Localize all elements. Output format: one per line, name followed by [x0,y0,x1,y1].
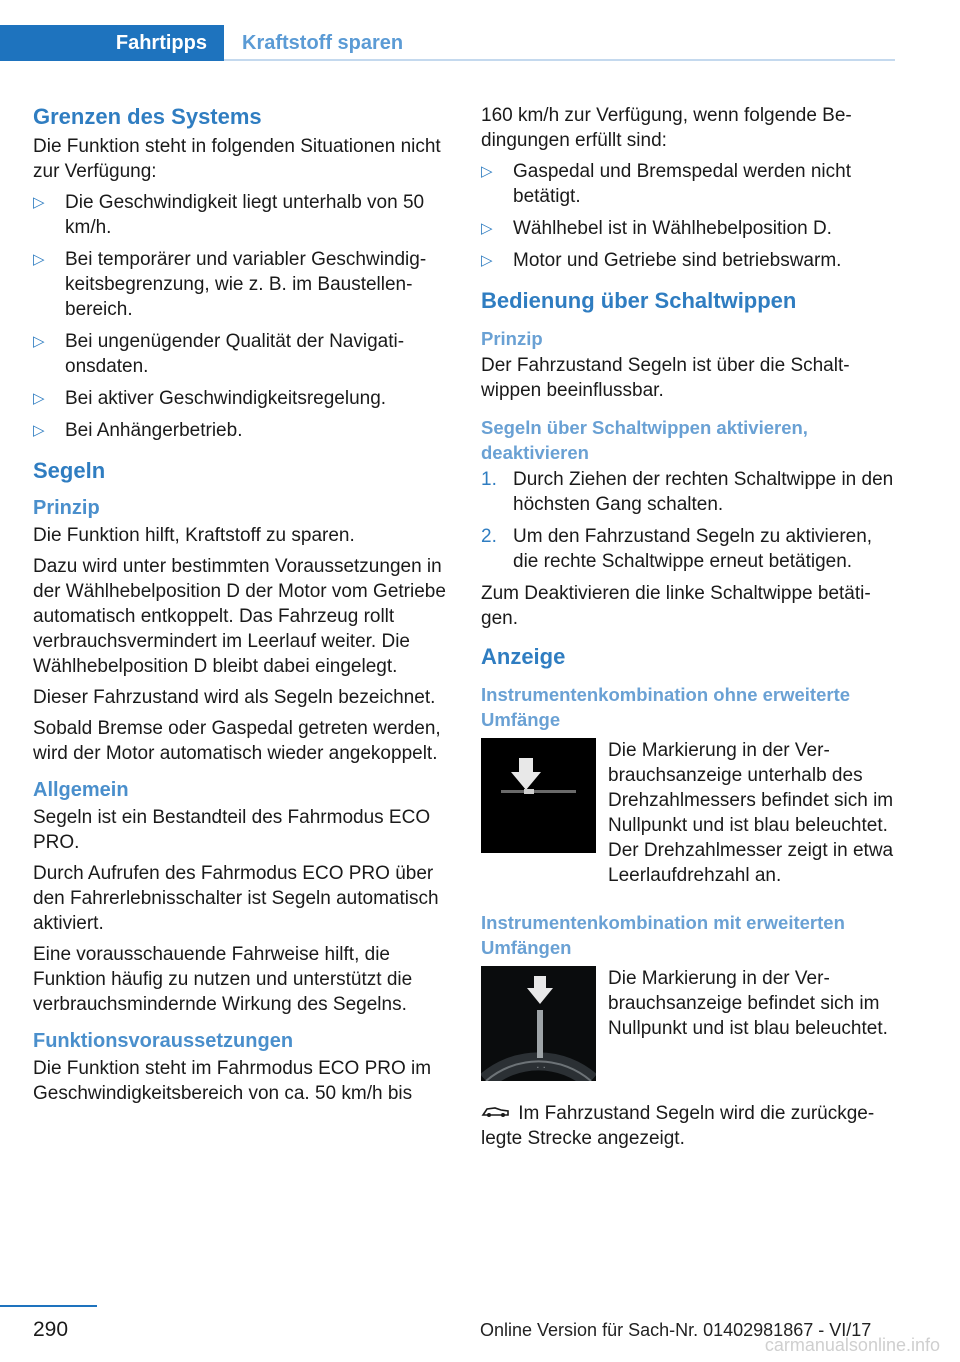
step-number: 1. [481,469,497,490]
list-item: ▷ Bei aktiver Geschwindigkeitsregelung. [33,388,387,409]
step-item: 2. Um den Fahrzustand Segeln zu aktivieren, die rechte Schaltwippe erneut betätigen. [481,526,873,572]
triangle-bullet-icon: ▷ [33,251,45,268]
para-allgemein-2: Durch Aufrufen des Fahrmodus ECO PRO über den Fahrerlebnisschalter ist Segeln automatisch aktiviert. [33,863,439,934]
heading-anzeige: Anzeige [481,644,566,669]
page-number: 290 [33,1318,69,1341]
step-item: 1. Durch Ziehen der rechten Schaltwippe in den höchsten Gang schalten. [481,469,894,515]
figure-mit [481,966,896,1081]
triangle-bullet-icon: ▷ [33,390,45,407]
extended-gauge-image [481,966,596,1081]
para-prinzip-2: Dazu wird unter bestimmten Voraussetzungen in der Wählhebelposition D der Motor vom Getriebe automatisch entkoppelt. Das Fahrzeug rollt verbrauchsvermindert im Leerlauf weiter. Die Wählhebelposition D bleibt dabei eingelegt. [33,556,446,677]
triangle-bullet-icon: ▷ [481,252,493,269]
heading-mit-erweiterten: Instrumentenkombination mit erweiterten Umfängen [481,912,845,958]
tab-fahrtipps[interactable]: Fahrtipps [0,25,224,61]
heading-grenzen: Grenzen des Systems [33,104,262,129]
page-header [0,25,895,61]
heading-bedienung: Bedienung über Schaltwippen [481,288,797,313]
right-column [481,103,896,1157]
heading-segeln: Segeln [33,458,106,483]
tab-kraftstoff-sparen[interactable]: Kraftstoff sparen [242,32,404,54]
left-column [33,103,451,1112]
list-item: ▷ Wählhebel ist in Wählhebelposition D. [481,218,832,239]
list-item: ▷ Gaspedal und Bremspedal werden nicht betätigt. [481,161,851,207]
heading-allgemein: Allgemein [33,779,129,801]
consumption-gauge-image [481,738,596,853]
gauge-down-arrow-icon [481,738,596,853]
list-item: ▷ Bei temporärer und variabler Geschwindigkeitsbegrenzung, wie z. B. im Baustellenbereich. [33,249,427,320]
distance-car-icon [481,1101,513,1126]
triangle-bullet-icon: ▷ [33,333,45,350]
heading-aktivieren: Segeln über Schaltwippen aktivieren, deaktivieren [481,417,808,463]
heading-funktionsvoraussetzungen: Funktionsvoraussetzungen [33,1030,294,1052]
header-rule [224,59,895,61]
step-number: 2. [481,526,497,547]
svg-text:· ·: · · [536,1063,546,1074]
list-conditions [481,159,896,273]
para-continued: 160 km/h zur Verfügung, wenn folgende Bedingungen erfüllt sind: [481,105,852,151]
para-prinzip-1: Die Funktion hilft, Kraftstoff zu sparen. [33,525,355,546]
steps-list [481,467,896,574]
footer-rule [0,1305,97,1307]
triangle-bullet-icon: ▷ [33,422,45,439]
heading-prinzip: Prinzip [33,497,100,519]
heading-prinzip-right: Prinzip [481,328,543,349]
para-prinzip-4: Sobald Bremse oder Gaspedal getreten werden, wird der Motor automatisch wieder angekoppelt. [33,718,441,764]
list-grenzen [33,190,451,443]
para-prinzip-3: Dieser Fahrzustand wird als Segeln bezeichnet. [33,687,436,708]
list-item: ▷ Motor und Getriebe sind betriebswarm. [481,250,842,271]
triangle-bullet-icon: ▷ [481,220,493,237]
triangle-bullet-icon: ▷ [33,194,45,211]
para-prinzip-right: Der Fahrzustand Segeln ist über die Schaltwippen beeinflussbar. [481,355,850,401]
para-allgemein-1: Segeln ist ein Bestandteil des Fahrmodus ECO PRO. [33,807,431,853]
list-item: ▷ Bei ungenügender Qualität der Navigationsdaten. [33,331,405,377]
list-item: ▷ Die Geschwindigkeit liegt unterhalb von 50 km/h. [33,192,425,238]
para-allgemein-3: Eine vorausschauende Fahrweise hilft, die Funktion häufig zu nutzen und unterstützt die verbrauchsmindernde Wirkung des Segelns. [33,944,413,1015]
triangle-bullet-icon: ▷ [481,163,493,180]
heading-ohne-erweiterte: Instrumentenkombination ohne erweiterte Umfänge [481,684,851,730]
para-funktion: Die Funktion steht im Fahrmodus ECO PRO im Geschwindigkeitsbereich von ca. 50 km/h bis [33,1058,432,1104]
para-grenzen: Die Funktion steht in folgenden Situationen nicht zur Verfügung: [33,136,441,182]
para-deaktivieren: Zum Deaktivieren die linke Schaltwippe betätigen. [481,583,871,629]
para-mit-inline: Die Markierung in der Verbrauchsanzeige befindet sich im Nullpunkt und ist blau beleuchtet. [608,968,888,1039]
watermark: carmanualsonline.info [764,1335,940,1355]
figure-ohne [481,738,896,888]
online-version-text: Online Version für Sach-Nr. 01402981867 - VI/17 [480,1320,872,1340]
extended-gauge-arrow-icon [481,966,596,1081]
para-ohne-inline: Die Markierung in der Verbrauchsanzeige unterhalb des Drehzahlmessers befindet sich im Nullpunkt und ist blau beleuchtet. Der Drehzahlmesser zeigt in etwa Leerlaufdrehzahl an. [608,740,894,886]
para-strecke: Im Fahrzustand Segeln wird die zurückgelegte Strecke angezeigt. [481,1103,875,1150]
list-item: ▷ Bei Anhängerbetrieb. [33,420,243,441]
